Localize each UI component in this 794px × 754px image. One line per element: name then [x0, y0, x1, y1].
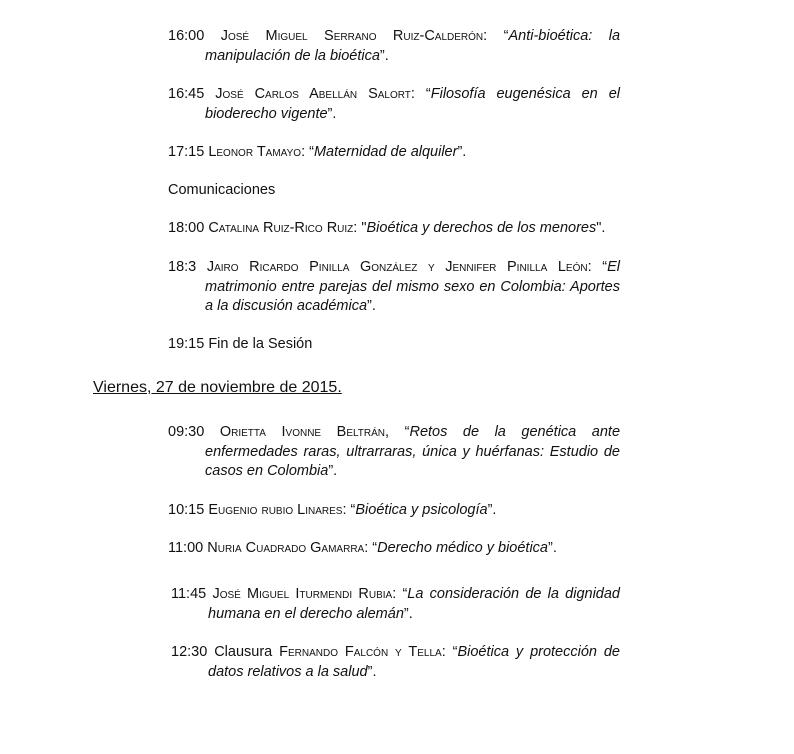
program-entry [168, 423, 620, 482]
entry-title: Filosofía eugenésica en el bioderecho vigente [205, 86, 620, 122]
comunicaciones-label: Comunicaciones [168, 182, 276, 198]
entry-speaker: Orietta Ivonne Beltrán [219, 424, 386, 440]
entry-period: . [371, 298, 376, 314]
entry-time: 11:45 [171, 586, 207, 602]
open-quote: “ [404, 424, 410, 440]
open-quote: “ [425, 86, 431, 102]
entry-separator: : [587, 259, 603, 275]
entry-time: 16:00 [168, 28, 205, 44]
program-entry [168, 143, 620, 163]
entry-period: . [408, 605, 413, 622]
entry-title: Bioética y protección de datos relativos a la salud [208, 644, 620, 680]
close-quote: ” [403, 605, 409, 622]
entry-separator: , [385, 424, 405, 440]
program-entry [168, 85, 620, 124]
entry-title: Bioética y psicología [355, 502, 488, 518]
open-quote: “ [452, 644, 458, 660]
open-quote: “ [350, 502, 356, 518]
entry-period: . [552, 540, 557, 556]
entry-separator: : [342, 502, 351, 518]
close-quote: ” [367, 298, 372, 314]
program-entry [168, 27, 620, 66]
entry-title: Anti-bioética: la manipulación de la bioética [205, 28, 621, 64]
entry-time: 09:30 [168, 424, 205, 440]
close-quote: ” [367, 663, 373, 680]
program-entry [168, 219, 620, 239]
entry-title: Bioética y derechos de los menores [366, 220, 597, 236]
entry-period: . [384, 47, 389, 64]
entry-title: El matrimonio entre parejas del mismo sexo en Colombia: Aportes a la discusión académica [205, 259, 620, 314]
entry-speaker: José Miguel Serrano Ruiz-Calderón [220, 28, 484, 44]
entry-speaker: Nuria Cuadrado Gamarra [207, 540, 365, 556]
entry-time: 18:3 [168, 259, 197, 275]
close-quote: " [596, 220, 602, 236]
entry-separator: : [483, 28, 504, 44]
entry-title: La consideración de la dignidad humana en el derecho alemán [208, 586, 621, 622]
entry-time: 11:00 [168, 540, 204, 556]
entry-period: . [462, 144, 467, 160]
entry-speaker: José Carlos Abellán Salort [215, 86, 411, 102]
close-quote: ” [487, 502, 493, 518]
entry-time: 12:30 [171, 644, 208, 660]
session-end: 19:15 Fin de la Sesión [168, 336, 313, 352]
close-quote: ” [379, 47, 385, 64]
close-quote: ” [327, 105, 333, 122]
entry-time: 17:15 [168, 144, 205, 160]
entry-speaker: José Miguel Iturmendi Rubia [212, 586, 393, 602]
open-quote: “ [602, 259, 608, 275]
close-quote: ” [548, 540, 553, 556]
entry-speaker: Catalina Ruiz-Rico Ruiz [208, 220, 354, 236]
close-quote: ” [328, 463, 334, 479]
entry-separator: : [441, 644, 453, 660]
entry-period: . [372, 663, 377, 680]
program-entry [168, 258, 620, 317]
open-quote: “ [372, 540, 378, 556]
entry-speaker: Fernando Falcón y Tella [279, 644, 442, 660]
entry-title: Maternidad de alquiler [313, 144, 458, 160]
entry-separator: : [392, 586, 403, 602]
program-entry [168, 539, 620, 559]
entry-separator: : [353, 220, 362, 236]
program-entry [168, 501, 620, 521]
program-entry [171, 585, 620, 624]
open-quote: “ [503, 28, 509, 44]
entry-title: Retos de la genética ante enfermedades raras, ultrarraras, única y huérfanas: Estudio de casos en Colombia [205, 424, 621, 479]
entry-speaker: Eugenio rubio Linares [208, 502, 343, 518]
entry-speaker: Jairo Ricardo Pinilla González y Jennifer Pinilla León [206, 259, 588, 275]
entry-time: 18:00 [168, 220, 205, 236]
entry-time: 16:45 [168, 86, 205, 102]
open-quote: “ [309, 144, 314, 160]
entry-separator: : [410, 86, 426, 102]
open-quote: “ [402, 586, 408, 602]
close-quote: ” [457, 144, 463, 160]
entry-time: 10:15 [168, 502, 205, 518]
day-heading: Viernes, 27 de noviembre de 2015. [93, 379, 342, 396]
entry-period: . [601, 220, 606, 236]
entry-title: Derecho médico y bioética [377, 540, 548, 556]
entry-period: . [333, 463, 338, 479]
entry-prefix: Clausura [214, 644, 280, 660]
open-quote: " [361, 220, 367, 236]
entry-speaker: Leonor Tamayo [208, 144, 302, 160]
program-entry [171, 643, 620, 682]
entry-separator: : [364, 540, 373, 556]
entry-separator: : [301, 144, 310, 160]
entry-period: . [492, 502, 497, 518]
entry-period: . [332, 105, 337, 122]
